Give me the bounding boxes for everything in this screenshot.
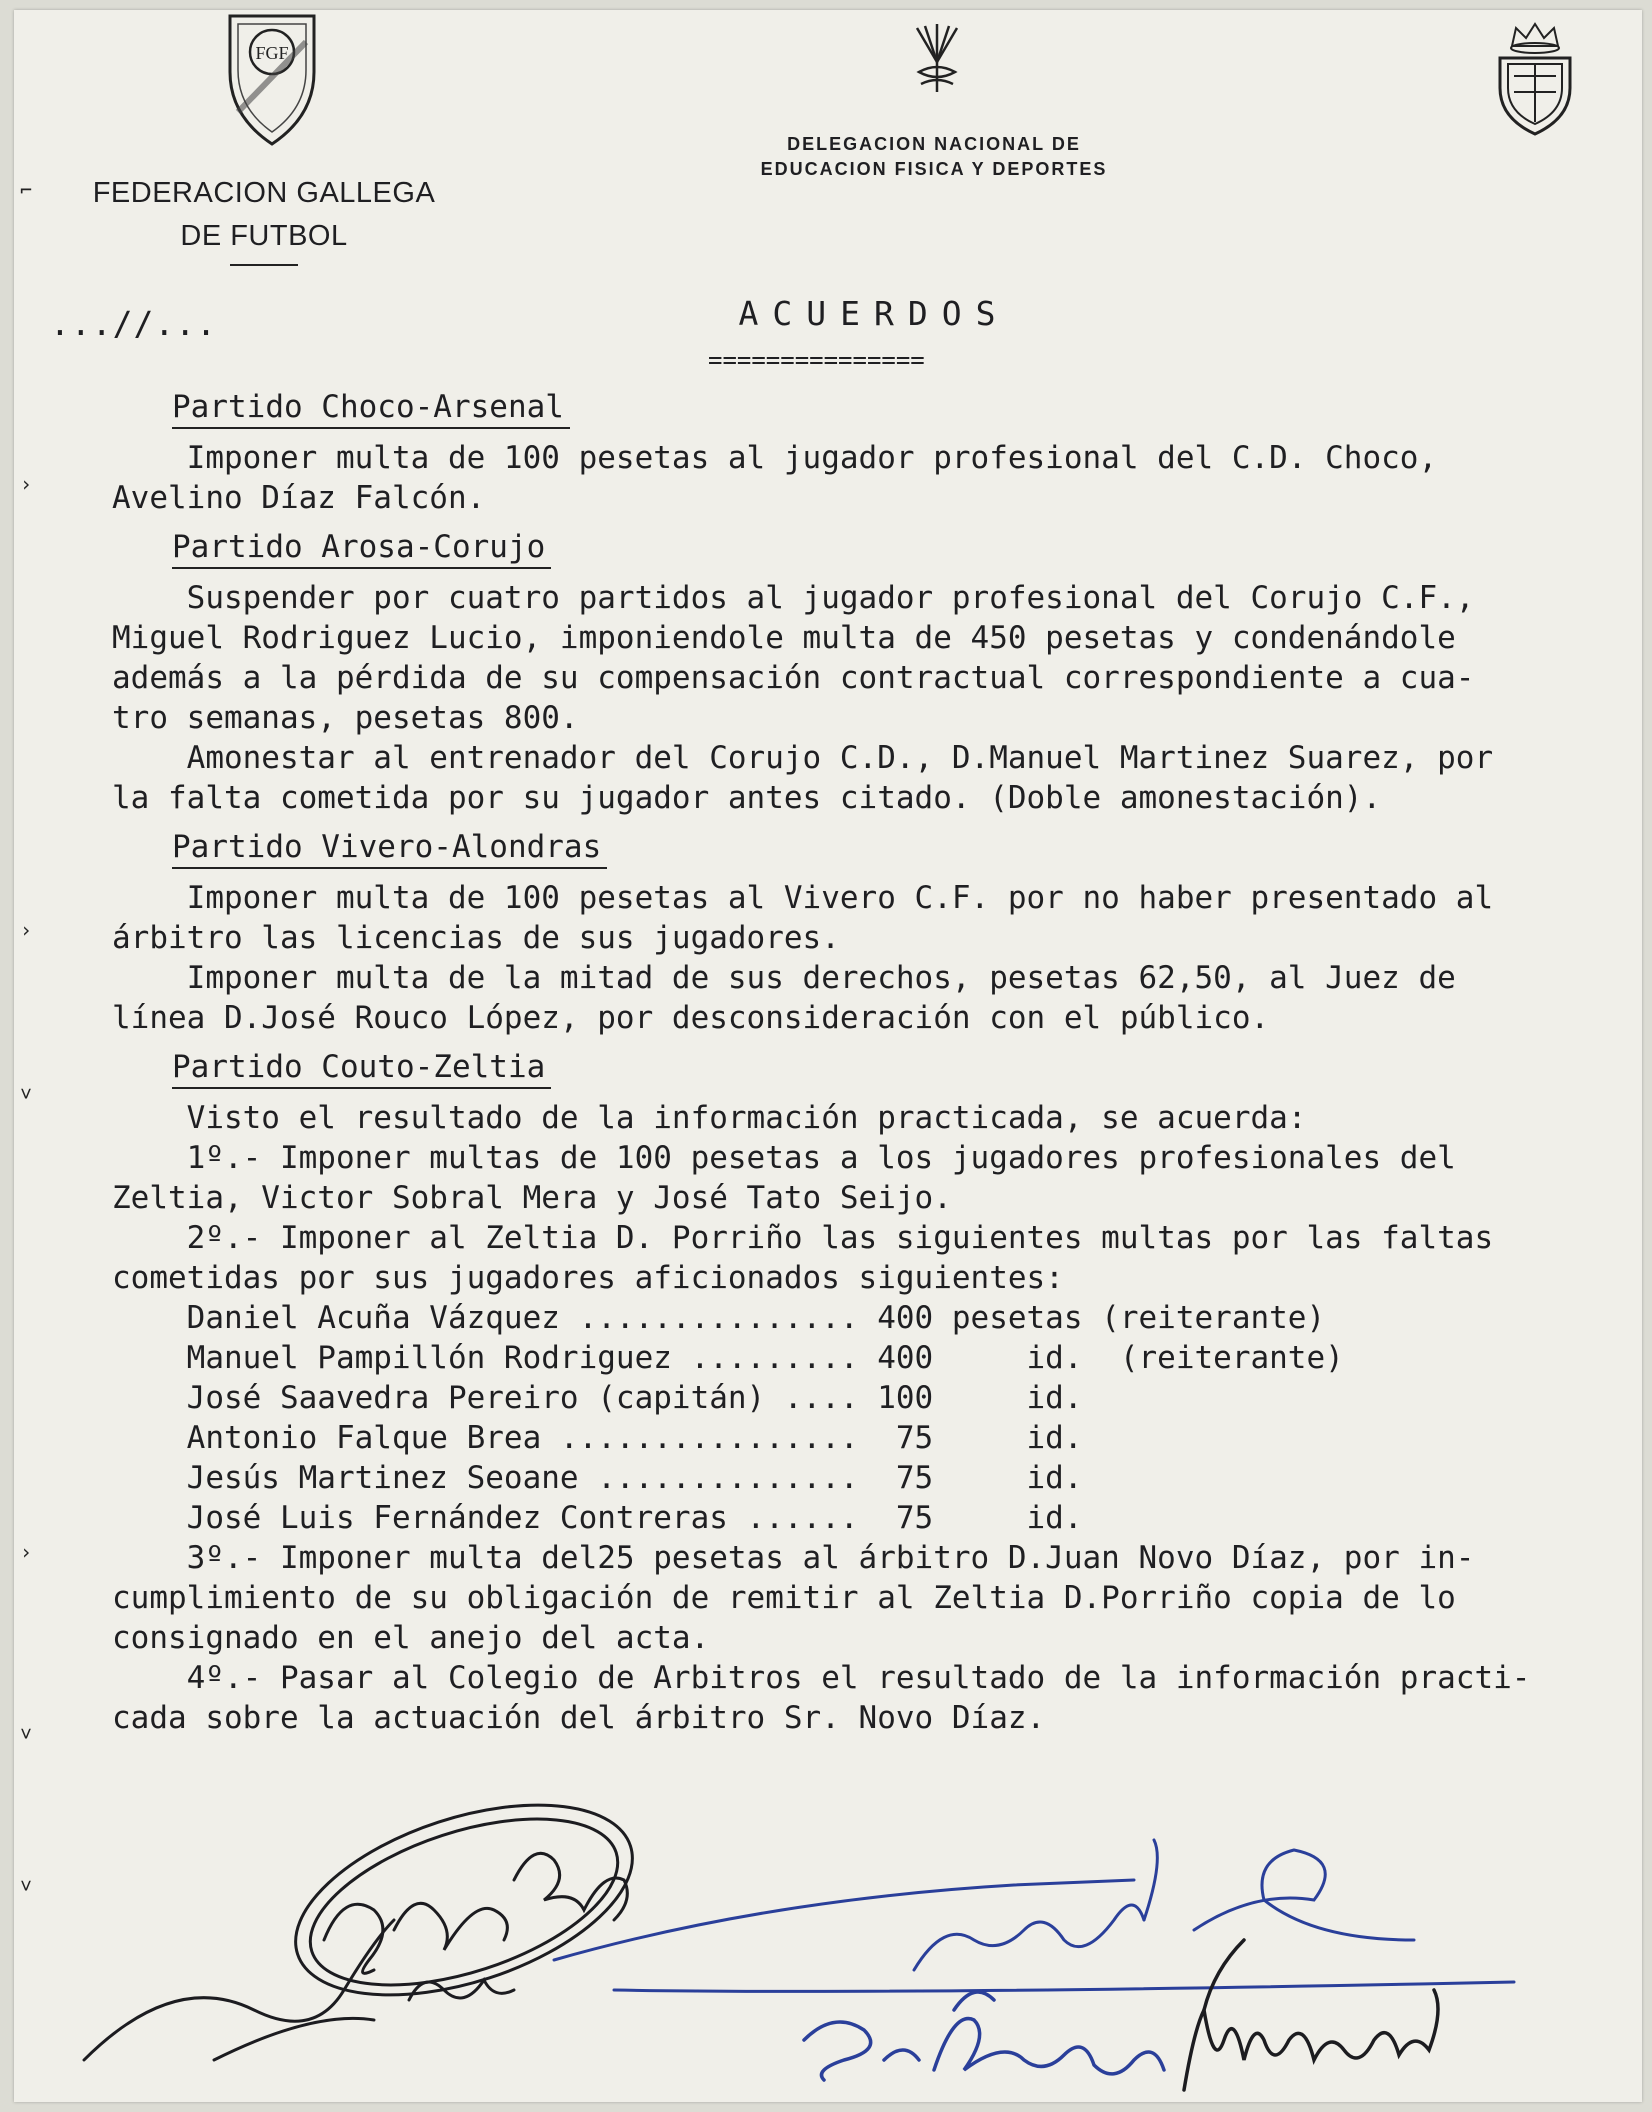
margin-mark: ˅: [20, 1874, 33, 1898]
fine-list-item: Manuel Pampillón Rodriguez ......... 400 id. (reiterante): [112, 1340, 1344, 1376]
fine-list-item: José Luis Fernández Contreras ...... 75 id.: [112, 1500, 1083, 1536]
text-line: Imponer multa de 100 pesetas al Vivero C.F. por no haber presentado al: [112, 880, 1494, 916]
text-line: Avelino Díaz Falcón.: [112, 480, 486, 516]
text-line: Imponer multa de 100 pesetas al jugador profesional del C.D. Choco,: [112, 440, 1438, 476]
text-line: árbitro las licencias de sus jugadores.: [112, 920, 840, 956]
margin-mark: ›: [20, 1540, 33, 1564]
margin-mark: ˅: [20, 1082, 33, 1106]
margin-mark: ˅: [20, 1722, 33, 1746]
svg-text:FGF: FGF: [255, 43, 289, 63]
section-heading-vivero-alondras: Partido Vivero-Alondras: [172, 827, 607, 869]
section-heading-arosa-corujo: Partido Arosa-Corujo: [172, 527, 551, 569]
federation-name-line-1: FEDERACION GALLEGA: [92, 177, 436, 209]
text-line: 4º.- Pasar al Colegio de Arbitros el resultado de la información practi-: [112, 1660, 1531, 1696]
continuation-reference: ...//...: [50, 304, 217, 343]
text-line: consignado en el anejo del acta.: [112, 1620, 710, 1656]
text-line: 1º.- Imponer multas de 100 pesetas a los jugadores profesionales del: [112, 1140, 1456, 1176]
text-line: la falta cometida por su jugador antes citado. (Doble amonestación).: [112, 780, 1382, 816]
title-underline: ===============: [708, 346, 925, 374]
fine-list-item: Jesús Martinez Seoane .............. 75 id.: [112, 1460, 1083, 1496]
document-title: ACUERDOS: [738, 294, 1010, 333]
black-signature-right: [1184, 1940, 1438, 2090]
blue-signature-lower: [804, 1992, 1164, 2080]
text-line: cumplimiento de su obligación de remitir al Zeltia D.Porriño copia de lo: [112, 1580, 1456, 1616]
national-crest-icon: [1492, 18, 1578, 136]
text-line: 3º.- Imponer multa del25 pesetas al árbitro D.Juan Novo Díaz, por in-: [112, 1540, 1475, 1576]
text-line: Miguel Rodriguez Lucio, imponiendole multa de 450 pesetas y condenándole: [112, 620, 1456, 656]
delegation-name-line-2: EDUCACION FISICA Y DEPORTES: [760, 159, 1108, 179]
text-line: cada sobre la actuación del árbitro Sr. Novo Díaz.: [112, 1700, 1046, 1736]
delegation-name: [714, 132, 1154, 182]
text-line: cometidas por sus jugadores aficionados siguientes:: [112, 1260, 1064, 1296]
section-heading-choco-arsenal: Partido Choco-Arsenal: [172, 387, 570, 429]
text-line: 2º.- Imponer al Zeltia D. Porriño las siguientes multas por las faltas: [112, 1220, 1494, 1256]
text-line: Suspender por cuatro partidos al jugador profesional del Corujo C.F.,: [112, 580, 1475, 616]
margin-mark: ⌐: [20, 178, 33, 202]
federation-name: [74, 172, 454, 266]
text-line: Imponer multa de la mitad de sus derechos, pesetas 62,50, al Juez de: [112, 960, 1456, 996]
delegation-name-line-1: DELEGACION NACIONAL DE: [787, 134, 1081, 154]
text-line: Zeltia, Victor Sobral Mera y José Tato Seijo.: [112, 1180, 952, 1216]
text-line: Amonestar al entrenador del Corujo C.D., D.Manuel Martinez Suarez, por: [112, 740, 1494, 776]
blue-signature-upper: [554, 1840, 1514, 1991]
fine-list-item: Antonio Falque Brea ................ 75 id.: [112, 1420, 1083, 1456]
text-line: además a la pérdida de su compensación contractual correspondiente a cua-: [112, 660, 1475, 696]
federation-name-underline: [230, 264, 298, 266]
federation-shield-icon: [224, 12, 320, 148]
margin-mark: ›: [20, 472, 33, 496]
text-line: línea D.José Rouco López, por desconsideración con el público.: [112, 1000, 1270, 1036]
text-line: tro semanas, pesetas 800.: [112, 700, 579, 736]
agreements-body: [112, 378, 1612, 1738]
signatures-area: [14, 1770, 1642, 2102]
text-line: Visto el resultado de la información practicada, se acuerda:: [112, 1100, 1307, 1136]
fine-list-item: Daniel Acuña Vázquez ............... 400 pesetas (reiterante): [112, 1300, 1326, 1336]
yoke-arrows-icon: [909, 22, 965, 94]
secretary-signature: [84, 1770, 656, 2060]
margin-mark: ›: [20, 918, 33, 942]
federation-name-line-2: DE FUTBOL: [180, 220, 348, 252]
fine-list-item: José Saavedra Pereiro (capitán) .... 100 id.: [112, 1380, 1083, 1416]
section-heading-couto-zeltia: Partido Couto-Zeltia: [172, 1047, 551, 1089]
document-page: [14, 10, 1642, 2102]
